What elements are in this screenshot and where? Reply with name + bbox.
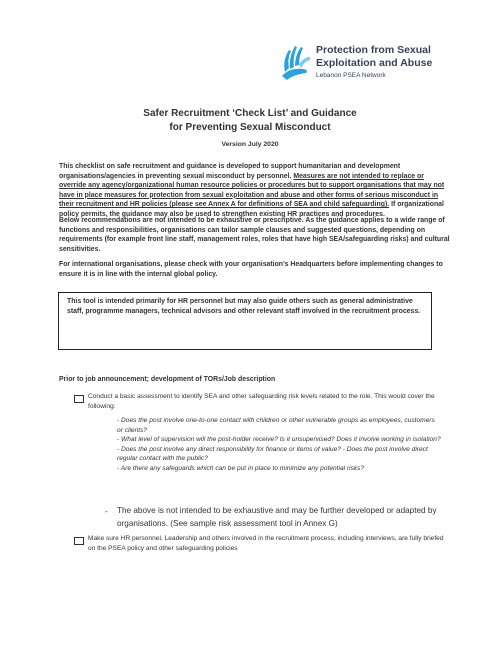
- checkbox-briefing[interactable]: [74, 537, 84, 545]
- recommendations-paragraph: Below recommendations are not intended to be exhaustive or prescriptive. As the guidance applies to a wide range of functions and responsibilities, organisations can tailor sample clauses and suggested questions, depending on requirements (for example front line staff, management roles, roles that have high SEA/safeguarding risks) and cultural sensitivities.: [59, 217, 450, 253]
- checklist-item-assessment: Conduct a basic assessment to identify SEA and other safeguarding risk levels related to the role. This would cover the following:: [88, 393, 435, 410]
- logo-network-name: Lebanon PSEA Network: [316, 72, 386, 79]
- international-orgs-paragraph: For international organisations, please check with your organisation’s Headquarters before implementing changes to ensure it is in line with the internal global policy.: [59, 261, 443, 278]
- intro-underlined-text: Measures are not intended to replace or override any agency/organizational human resource policies or procedures but to support organisations that may not have in place measures for protection from sexual exploitation and abuse and other forms of serious misconduct in their recruitment and HR policies (please see Annex A for definitions of SEA and child safeguarding).: [59, 172, 445, 209]
- risk-question: - Does the post involve one-to-one contact with children or other vulnerable groups as employees, customers or clients?: [117, 417, 435, 434]
- note-dash: -: [105, 507, 108, 516]
- document-title-line-1: Safer Recruitment ‘Check List’ and Guidance: [143, 108, 357, 119]
- document-version: Version July 2020: [221, 141, 279, 148]
- logo-name: Protection from Sexual Exploitation and Abuse: [316, 44, 433, 69]
- risk-question: - What level of supervision will the post-holder receive? Is it unsupervised? Does it involve working in isolation?: [117, 436, 441, 444]
- assessment-note: The above is not intended to be exhaustive and may be further developed or adapted by organisations. (See sample risk assessment tool in Annex G): [117, 506, 437, 528]
- document-title-line-2: for Preventing Sexual Misconduct: [169, 122, 331, 133]
- risk-questions-list: [117, 416, 442, 474]
- risk-question: - Are there any safeguards which can be put in place to minimize any potential risks?: [117, 464, 365, 472]
- intended-audience-text: This tool is intended primarily for HR personnel but may also guide others such as general administrative staff, programme managers, technical advisors and other relevant staff involved in the recruitment process.: [67, 298, 421, 315]
- checkbox-assessment[interactable]: [74, 395, 84, 403]
- intended-audience-box: [58, 292, 432, 350]
- hands-logo-icon: [279, 42, 313, 82]
- risk-question: - Does the post involve any direct responsibility for finance or items of value? - Does the post involve direct regular contact with the public?: [117, 445, 428, 463]
- checklist-item-briefing: Make sure HR personnel, Leadership and others involved in the recruitment process, including interviews, are fully briefed on the PSEA policy and other safeguarding policies: [88, 535, 444, 552]
- intro-paragraph: This checklist on safe recruitment and guidance is developed to support humanitarian and development organisations/agencies in preventing sexual misconduct by personnel. Measures are not intended to replace or override any agency/organizational human resource policies or procedures but to support organisations that may not have in place measures for protection from sexual exploitation and abuse and other forms of serious misconduct in their recruitment and HR policies (please see Annex A for definitions of SEA and child safeguarding). If organizational policy permits, the guidance may also be used to strengthen existing HR practices and procedures.: [59, 163, 445, 218]
- psea-network-logo: [279, 42, 469, 92]
- section-heading: Prior to job announcement; development of TORs/Job description: [59, 376, 276, 383]
